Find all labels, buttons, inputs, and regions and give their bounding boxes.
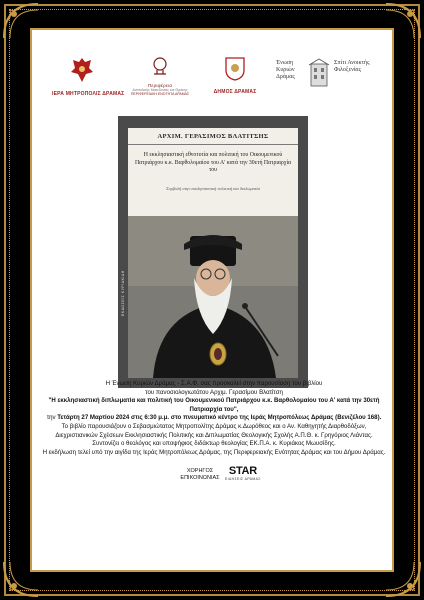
region-logo xyxy=(128,56,192,96)
municipality-logo-caption: ΔΗΜΟΣ ΔΡΑΜΑΣ xyxy=(213,89,257,95)
announcement-text xyxy=(42,380,386,457)
book-cover-title-area xyxy=(128,128,298,216)
patriarch-portrait xyxy=(128,216,298,378)
women-union-name: Ένωση Κυριών Δράμας xyxy=(276,60,295,80)
book-cover xyxy=(118,116,308,388)
star-brand-sub: ΕΙΔΗΣΕΙΣ ΔΡΑΜΑΣ xyxy=(225,477,261,481)
event-date-line xyxy=(42,414,386,423)
metropolis-logo-caption: ΙΕΡΑ ΜΗΤΡΟΠΟΛΙΣ ΔΡΑΜΑΣ xyxy=(52,91,125,97)
media-sponsor-label xyxy=(180,468,220,482)
book-title: Η εκκλησιαστική εθνοτυτία και πολιτική του Οικουμενικού Πατριάρχου κ.κ. Βαρθολομαίου του Α' κατά την 30ετή Πατριαρχία του xyxy=(134,152,292,173)
region-logo-name: Περιφέρεια xyxy=(147,83,173,88)
regional-emblem-icon xyxy=(149,56,171,78)
book-author: ΑΡΧΙΜ. ΓΕΡΑΣΙΜΟΣ ΒΛΑΤΙΤΣΗΣ xyxy=(157,133,269,140)
region-logo-caption: ΠΕΡΙΦΕΡΕΙΑΚΗ ΕΝΟΤΗΤΑ ΔΡΑΜΑΣ xyxy=(130,92,190,96)
media-sponsor-label-line-2: ΕΠΙΚΟΙΝΩΝΙΑΣ xyxy=(180,475,220,481)
announcement-line-2: του πανοσιολογιωτάτου Αρχιμ. Γερασίμου Βλατίτση xyxy=(145,388,283,396)
book-title-rule xyxy=(128,144,298,145)
sponsor-logos-row xyxy=(32,56,392,120)
coordinator-paragraph: Συντονίζει ο θεολόγος και υποψήφιος διδάκτωρ θεολογίας ΕΚ.Π.Α. κ. Κυριάκος Μωυσίδης. xyxy=(92,440,336,448)
event-date-details: Τετάρτη 27 Μαρτίου 2024 στις 6:30 μ.μ. στο πνευματικό κέντρο της Ιεράς Μητροπόλεως Δράμας (Βενιζέλου 168). xyxy=(57,414,382,422)
star-brand: STAR xyxy=(228,465,257,477)
announcement-line-1: Η Ένωση Κυριών Δράμας - Σ.Α.Φ. σας προσκαλεί στην παρουσίαση του βιβλίου xyxy=(105,380,323,387)
municipality-emblem-icon xyxy=(224,56,246,82)
publisher-spine-text: ΕΚΔΟΣΕΙΣ ΚΥΡΙΑΚΙΔΗ xyxy=(121,270,125,316)
auspices-paragraph: Η εκδήλωση τελεί υπό την αιγίδα της Ιεράς Μητροπόλεως Δράμας, της Περιφερειακής Ενότητας Δράμας και του Δήμου Δράμας. xyxy=(42,448,386,456)
star-logo xyxy=(225,466,261,481)
region-logo-sub: Ανατολικής Μακεδονίας και Θράκης xyxy=(132,88,188,92)
metropolis-logo xyxy=(52,56,125,97)
women-union-logo xyxy=(276,56,376,96)
building-icon xyxy=(308,58,330,88)
book-subtitle: Συμβολή στην εκκλησιαστική πολιτική και διπλωματία xyxy=(166,186,260,191)
book-title-quote: "Η εκκλησιαστική διπλωματία και πολιτική του Οικουμενικού Πατριάρχου κ.κ. Βαρθολομαίου του Α' κατά την 30ετή Πατριαρχία του", xyxy=(48,397,380,413)
open-hospitality-house-name: Σπίτι Ανοικτής Φιλοξενίας xyxy=(334,60,370,73)
double-headed-eagle-icon xyxy=(69,56,95,84)
media-sponsor-label-line-1: ΧΟΡΗΓΟΣ xyxy=(186,468,214,474)
event-date-prefix: την xyxy=(46,414,58,422)
poster-panel xyxy=(30,28,394,572)
municipality-logo xyxy=(210,56,260,95)
presenters-paragraph: Το βιβλίο παρουσιάζουν ο Σεβασμιώτατος Μητροπολίτης Δράμας κ.Δωρόθεος και ο Αν. Καθηγητής Διαρθοδόξων, Διεχριστιανικών Σχέσεων Εκκλησιαστικής Πολιτικής και Διπλωματίας Θεολογικής Σχολής Α.Π.Θ. κ. Γρηγόριος Λιάντας. xyxy=(55,422,373,439)
